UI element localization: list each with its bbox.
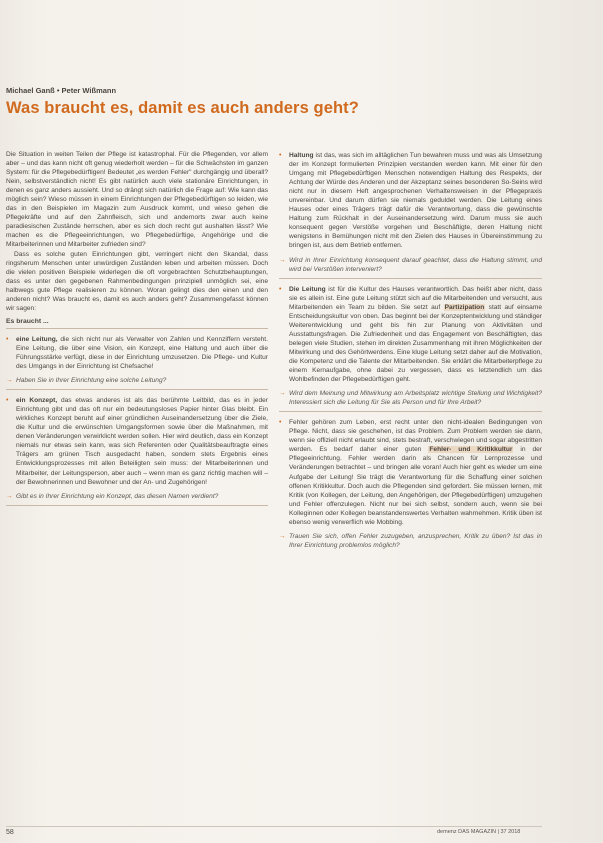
- bullet-text: das etwas anderes ist als das berühmte Leitbild, das es in jeder Einrichtung gibt und das oft nur ein bedeutungsloses Papier hinter Glas bleibt. Ein wirkliches Konzept beruht auf einer gründlichen Auseinandersetzung über die Ziele, die Kultur und die erwünschten Umgangsformen sowie über die Maßnahmen, mit denen Veränderungen verwirklicht werden sollen. Hier wird deutlich, dass ein Konzept niemals nur etwas sein kann, was sich Referenten oder Qualitätsbeauftragte eines Trägers am grünen Tisch ausgedacht haben, sondern stets Ergebnis eines Entwicklungsprozesses mit allen Beteiligten sein muss: der Mitarbeiterinnen und Mitarbeiter, der Leitungsperson, aber auch – wenn man es ganz richtig machen will – der Bewohnerinnen und Bewohner und der An- und Zugehörigen!: [16, 397, 268, 486]
- footer-divider: [6, 826, 542, 827]
- bullet-text: statt auf einsame Entscheidungskultur von oben. Das beginnt bei der Konzeptentwicklung und ständiger Weiterentwicklung und geht bis hin zur Planung von Aktivitäten und Ausstattungsfragen. Die Zufriedenheit und das Engagement von Beschäftigten, das belegen viele Studien, stehen im direkten Zusammenhang mit ihren Möglichkeiten der Mitwirkung und des Gehörtwerdens. Eine kluge Leitung setzt daher auf die Motivation, die Kompetenz und die Talente der Mitarbeitenden. Sie erklärt die Mitarbeiterpflege zu einem Kernaufgabe, ohne dabei zu vergessen, dass es letztendlich um das Wohlbefinden der Pflegebedürftigen geht.: [289, 303, 542, 384]
- highlight-term: Fehler- und Kritikkultur: [429, 446, 513, 454]
- page-number: 58: [6, 829, 14, 836]
- bullet-lead: Die Leitung: [289, 285, 326, 293]
- arrow-icon: →: [6, 492, 13, 500]
- question: [6, 373, 268, 390]
- bullet-lead: eine Leitung,: [16, 335, 58, 343]
- bullet-text: ist das, was sich im alltäglichen Tun bewahren muss und was als Umsetzung der im Konzept formulierten Prinzipien verstanden werden kann. Mit einer für den Umgang mit Pflegebedürftigen Menschen notwendigen Haltung des Respekts, der Achtung der Würde des Anderen und der Akzeptanz seines besonderen So-Seins wird nicht nur in diesem Heft angesprochenen Verhaltensweisen in der Pflegepraxis unvereinbar. Und darum dürfen sie niemals geduldet werden. Die Leitung eines Hauses oder eines Trägers trägt dafür die Verantwortung, dass die gewünschte Haltung zum Rückhalt in der Auseinandersetzung wird. Darum muss sie auch konsequent gegen Verstöße vorgehen und Beschäftigte, deren Haltung nicht wenigstens in Bemühungen nicht mit den Zielen des Hauses in Übereinstimmung zu bringen ist, aus dem Betrieb entfernen.: [289, 152, 542, 250]
- question: [279, 386, 542, 412]
- bullet-text: Fehler gehören zum Leben, erst recht unter den nicht-idealen Bedingungen von Pflege. Nicht, dass sie geschehen, ist das Problem. Zum Problem werden sie dann, wenn sie offiziell nicht erlaubt sind, stets bestraft, verschwiegen und sogar abgestritten werden. Es bedarf daher einer guten: [289, 419, 542, 454]
- bullet-icon: •: [6, 397, 9, 405]
- list-item: [279, 418, 542, 527]
- bullet-text: ist für die Kultur des Hauses verantwortlich. Das heißt aber nicht, dass sie es allein ist. Eine gute Leitung stützt sich auf die Mitarbeitenden und versucht, aus Mitarbeitenden ein Team zu bilden. Sie setzt auf: [289, 285, 542, 311]
- section-heading: Es braucht ...: [6, 317, 268, 329]
- list-item: [6, 396, 268, 486]
- arrow-icon: →: [6, 377, 13, 385]
- list-item: [279, 151, 542, 251]
- right-column: [279, 151, 542, 554]
- question: [279, 529, 542, 554]
- question-text: Gibt es in Ihrer Einrichtung ein Konzept, das diesen Namen verdient?: [16, 492, 219, 500]
- magazine-footer: demenz DAS MAGAZIN | 37 2018: [437, 829, 521, 835]
- arrow-icon: →: [279, 390, 286, 398]
- bullet-icon: •: [6, 335, 9, 343]
- page-title: Was braucht es, damit es auch anders geht?: [6, 99, 359, 117]
- list-item: [6, 335, 268, 371]
- arrow-icon: →: [279, 532, 286, 540]
- left-column: [6, 150, 268, 506]
- list-item: [279, 285, 542, 385]
- question: [279, 253, 542, 279]
- question: [6, 489, 268, 506]
- bullet-lead: ein Konzept,: [16, 397, 58, 405]
- bullet-icon: •: [279, 285, 282, 293]
- question-text: Wird dem Meinung und Mitwirkung am Arbeitsplatz wichtige Stellung und Wichtigkeit? Interessiert sich die Leitung für Sie als Person und für Ihre Arbeit?: [289, 390, 542, 407]
- bullet-icon: •: [279, 152, 282, 159]
- authors: Michael Ganß • Peter Wißmann: [6, 86, 117, 95]
- question-text: Haben Sie in Ihrer Einrichtung eine solche Leitung?: [16, 377, 167, 385]
- bullet-text: in der Pflegeeinrichtung. Fehler werden darin als Chancen für Lernprozesse und Veränderungen betrachtet – und bringen alle voran! Auch hier geht es wieder um eine Aufgabe der Leitung! Sie trägt die Verantwortung für die Schaffung einer solchen offenen Kritikkultur. Doch auch die Pflegenden sind gefordert. Sie müssen lernen, mit Kritik (von Kollegen, der Leitung, den Angehörigen, der Pflegebedürftigen) umzugehen und Fehler offenzulegen. Nicht nur bei sich selbst, sondern auch, wenn sie bei Kolleginnen oder Kollegen beanstandenswertes Verhalten wahrnehmen. Kritik üben ist ebenso wenig verwerflich wie Mobbing.: [289, 446, 542, 526]
- highlight-term: Partizipation: [444, 303, 485, 311]
- intro-paragraph-2: Dass es solche guten Einrichtungen gibt, verringert nicht den Skandal, dass ringsherum Menschen unter unwürdigen Zuständen leben und arbeiten müssen. Doch die vielen positiven Beispiele widerlegen die oft vorgebrachten Schutzbehauptungen, dass es unter den gegebenen Rahmenbedingungen prinzipiell unmöglich sei, eine halbwegs gute Pflege realisieren zu können. Woran gelingt dies den einen und den anderen nicht? Was braucht es, damit es auch anders geht? Zusammengefasst können wir sagen:: [6, 250, 268, 312]
- intro-paragraph-1: Die Situation in weiten Teilen der Pflege ist katastrophal. Für die Pflegenden, vor allem aber – und das kann nicht oft genug wiederholt werden – für die Schwächsten im ganzen System: für die Pflegebedürftigen! Bedeutet „es werden Fehler" durchgängig und überall? Nein, selbstverständlich nicht! Es gibt natürlich auch viele stationäre Einrichtungen, in denen es ganz anders aussieht. Und so drängt sich natürlich die Frage auf: Wie kann das möglich sein? Wieso müssen in einem Einrichtungen der Pflegebedürftigen so leiden, wie das in den Beispielen im Magazin zum Ausdruck kommt, und wieso gehen die Pflegekräfte und auf den Zahnfleisch, sich und andernorts zwar auch keine paradiesischen Zustände herrschen, aber es sich doch recht gut aushalten lässt? Wie machen es die Pflegeeinrichtungen, wo Pflegebedürftige, Angehörige und die Mitarbeiterinnen und Mitarbeiter zufrieden sind?: [6, 151, 268, 249]
- arrow-icon: →: [279, 256, 286, 264]
- question-text: Trauen Sie sich, offen Fehler zuzugeben, anzusprechen, Kritik zu üben? Ist das in Ihrer Einrichtung problemlos möglich?: [289, 532, 542, 549]
- bullet-lead: Haltung: [289, 152, 314, 159]
- question-text: Wird in Ihrer Einrichtung konsequent darauf geachtet, dass die Haltung stimmt, und wird bei Verstößen interveniert?: [289, 256, 542, 273]
- bullet-text: die sich nicht nur als Verwalter von Zahlen und Kennziffern versteht. Eine Leitung, die über eine Vision, ein Konzept, eine Haltung und auch über die Führungsstärke verfügt, diese in der Einrichtung umzusetzen. Die Pflege- und Kultur des Umgangs in der Einrichtung ist Chefsache!: [16, 335, 268, 371]
- bullet-icon: •: [279, 419, 282, 427]
